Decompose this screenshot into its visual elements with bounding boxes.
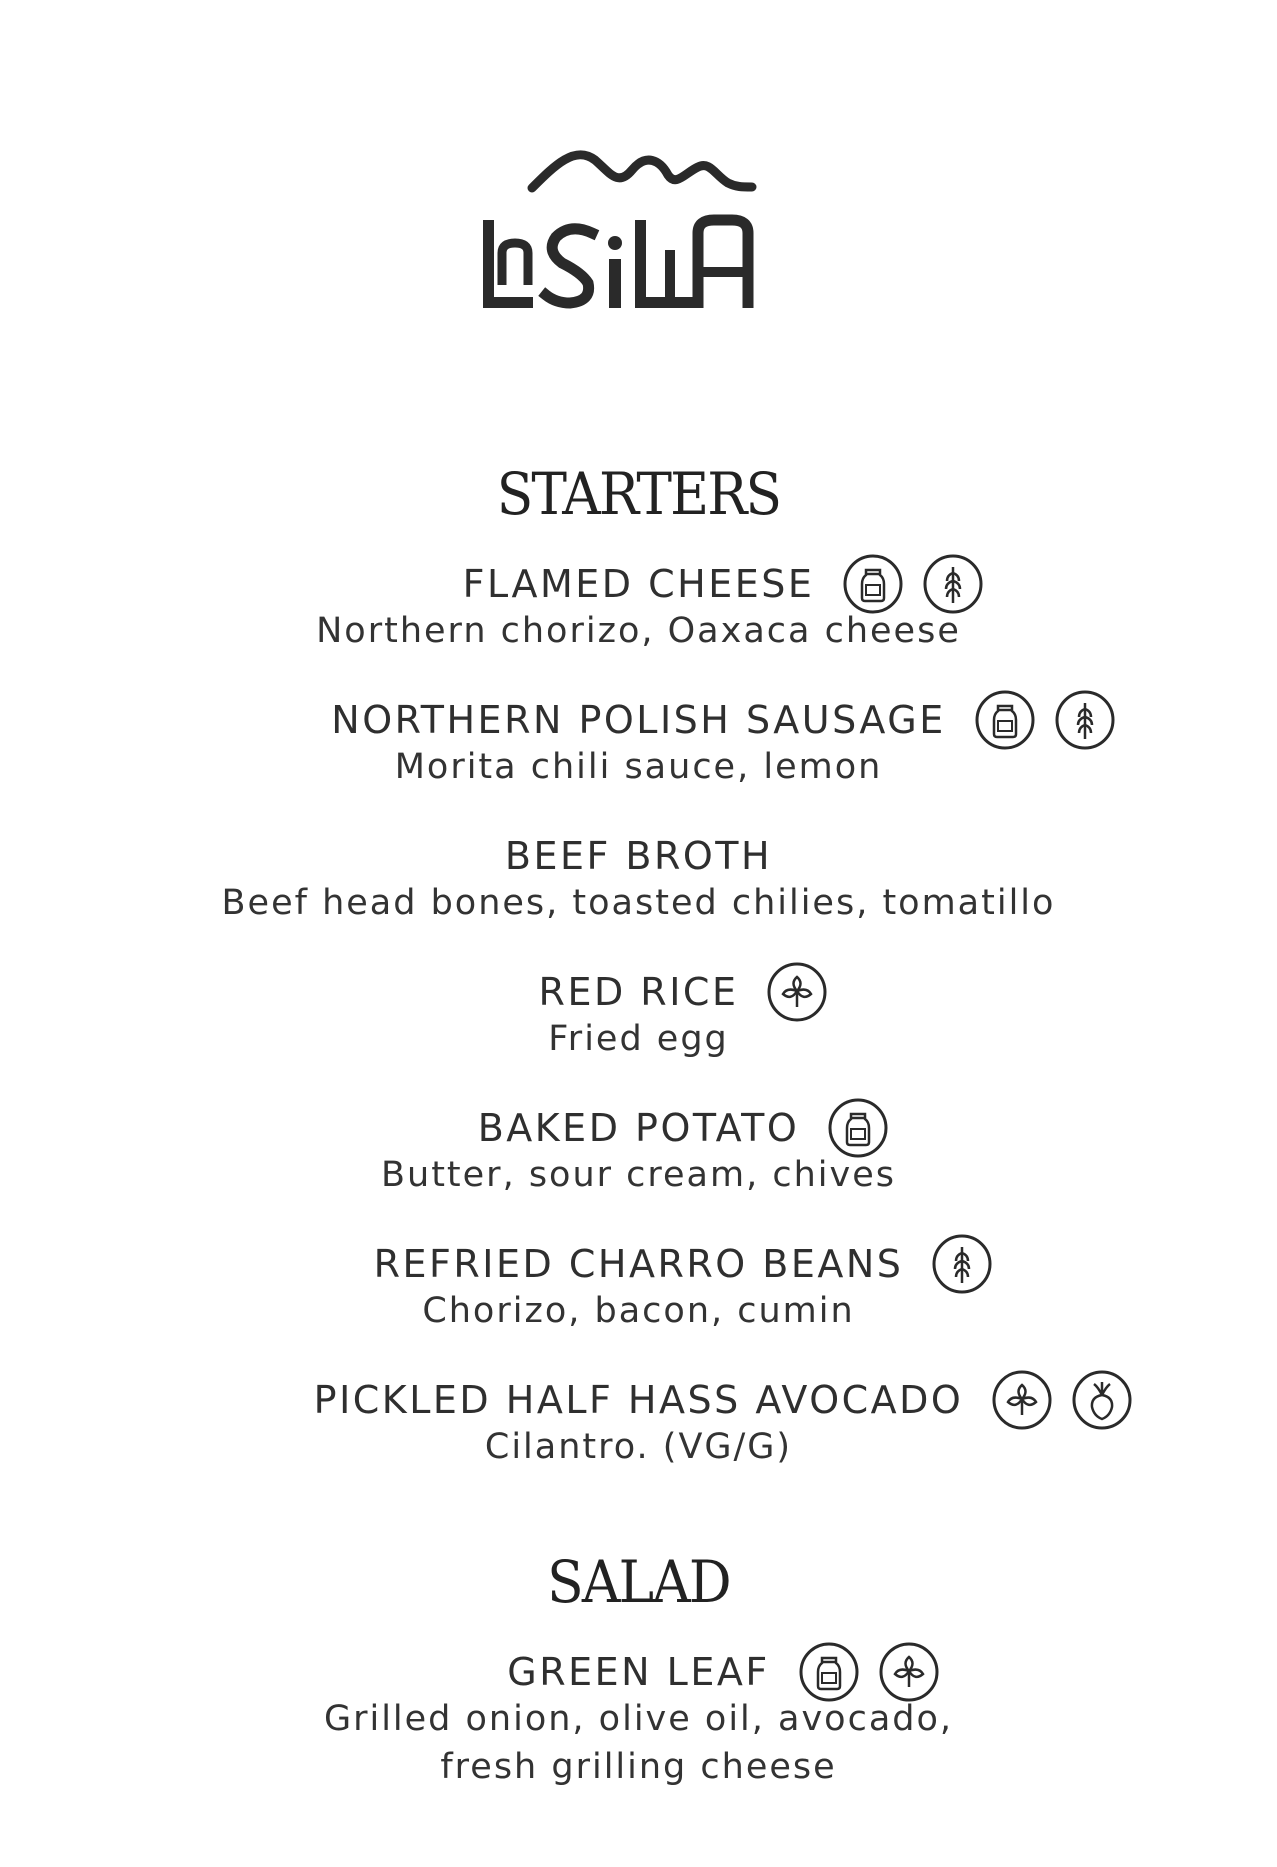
item-description-line-2: fresh grilling cheese — [440, 1747, 837, 1787]
item-name: NORTHERN POLISH SAUSAGE — [331, 698, 946, 742]
menu-item-pickled-half-hass-avocado — [0, 1378, 1277, 1470]
menu-item-red-rice — [0, 970, 1277, 1062]
item-description: Cilantro. (VG/G) — [484, 1427, 793, 1467]
item-name: REFRIED CHARRO BEANS — [373, 1242, 904, 1286]
item-description: Beef head bones, toasted chilies, tomatillo — [221, 883, 1056, 923]
brand-logo — [470, 125, 800, 320]
item-name: FLAMED CHEESE — [462, 562, 815, 606]
item-name: BEEF BROTH — [504, 834, 773, 878]
menu-item-flamed-cheese — [0, 562, 1277, 654]
gluten-icon — [922, 553, 984, 615]
item-name: RED RICE — [538, 970, 739, 1014]
item-name: PICKLED HALF HASS AVOCADO — [313, 1378, 964, 1422]
dairy-icon — [827, 1097, 889, 1159]
gluten-icon — [931, 1233, 993, 1295]
menu-item-green-leaf — [0, 1650, 1277, 1790]
item-description: Chorizo, bacon, cumin — [422, 1291, 855, 1331]
section-title-salad: SALAD — [547, 1548, 730, 1616]
vegetarian-icon — [766, 961, 828, 1023]
vegetarian-icon — [991, 1369, 1053, 1431]
section-title-starters: STARTERS — [496, 460, 781, 528]
gluten-icon — [1054, 689, 1116, 751]
item-description: Fried egg — [548, 1019, 729, 1059]
item-description: Morita chili sauce, lemon — [394, 747, 883, 787]
menu-item-northern-polish-sausage — [0, 698, 1277, 790]
menu-item-refried-charro-beans — [0, 1242, 1277, 1334]
menu-item-beef-broth — [0, 834, 1277, 926]
item-name: BAKED POTATO — [477, 1106, 800, 1150]
item-description: Grilled onion, olive oil, avocado, — [323, 1699, 954, 1739]
dairy-icon — [842, 553, 904, 615]
item-description: Butter, sour cream, chives — [381, 1155, 896, 1195]
menu-item-baked-potato — [0, 1106, 1277, 1198]
vegetarian-icon — [878, 1641, 940, 1703]
dairy-icon — [798, 1641, 860, 1703]
dairy-icon — [974, 689, 1036, 751]
item-name: GREEN LEAF — [507, 1650, 770, 1694]
vegan-icon — [1071, 1369, 1133, 1431]
item-description: Northern chorizo, Oaxaca cheese — [316, 611, 961, 651]
